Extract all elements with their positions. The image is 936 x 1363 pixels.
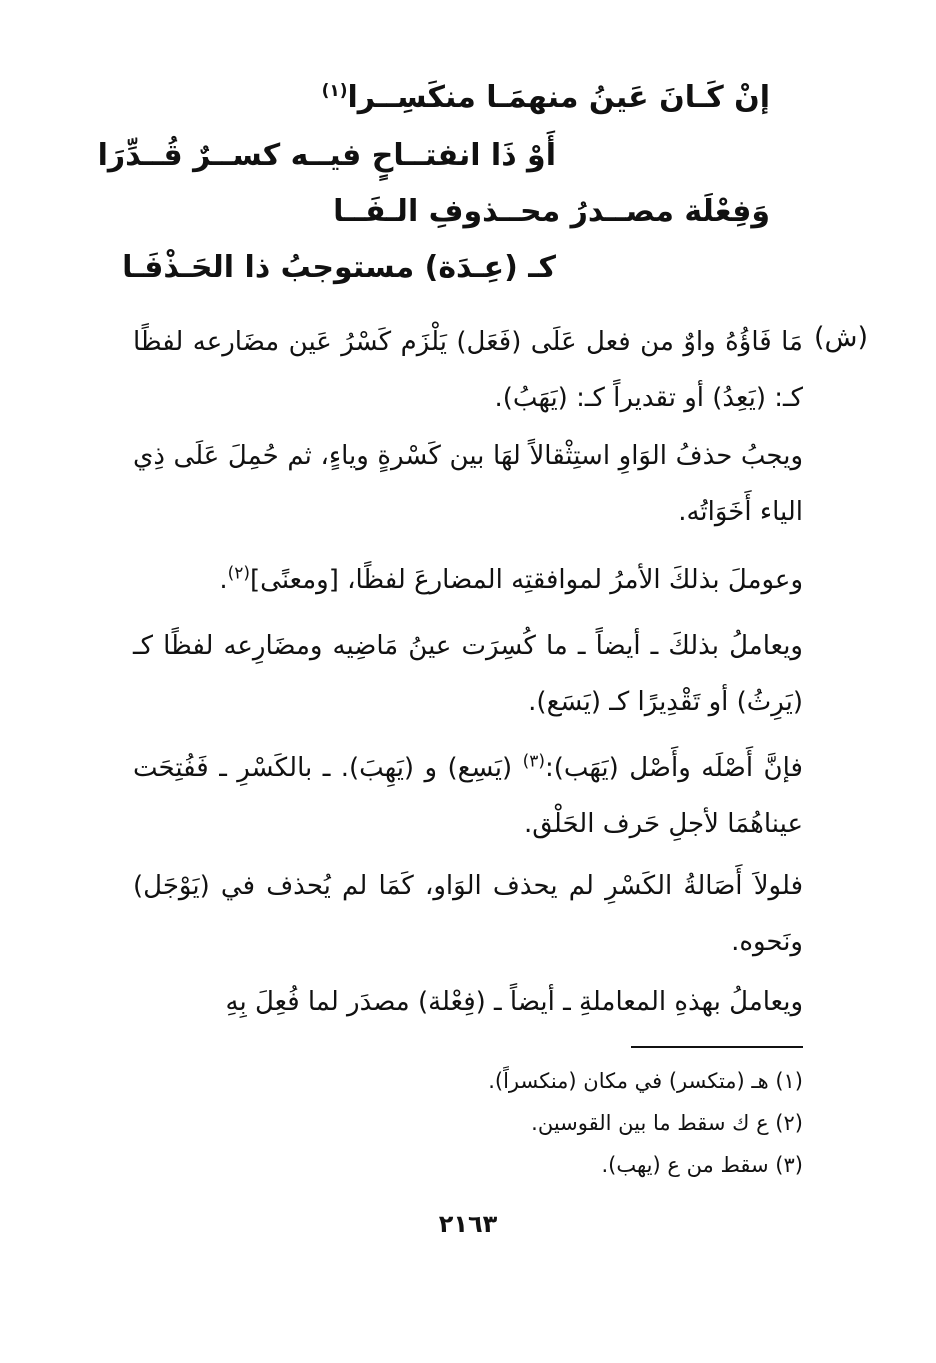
commentary-paragraph-7 xyxy=(133,974,803,1030)
paragraph-text: فإنَّ أَصْلَه وأَصْل (يَهَب): xyxy=(544,753,803,783)
footnote-3: (٣) سقط من ع (يهب). xyxy=(601,1153,803,1177)
paragraph-text: ويجبُ حذفُ الوَاوِ استِثْقالاً لهَا بين كَسْرةٍ وياءٍ، ثم حُمِلَ عَلَى ذِي الياء أَخَوَاتُه. xyxy=(133,441,803,527)
footnote-separator xyxy=(631,1046,803,1048)
footnote-marker: (٣) xyxy=(522,751,545,772)
verse-line-4 xyxy=(122,248,556,288)
paragraph-tail: . xyxy=(219,565,228,595)
verse-line-1 xyxy=(322,78,770,118)
commentary-label: (ش) xyxy=(813,322,868,353)
commentary-paragraph-3 xyxy=(133,552,803,608)
verse-text: أَوْ ذَا انفتــاحٍ فيــه كســرٌ قُــدِّرَا xyxy=(97,138,556,173)
commentary-paragraph-1 xyxy=(133,314,803,426)
footnote-1: (١) هـ (متكسر) في مكان (منكسراً). xyxy=(488,1069,803,1093)
footnote-marker: (١) xyxy=(321,81,348,101)
commentary-paragraph-6 xyxy=(133,858,803,970)
paragraph-text: مَا فَاؤُهُ واوٌ من فعل عَلَى (فَعَل) يَلْزَم كَسْرُ عَين مضَارعه لفظًا كـ: (يَعِدُ) أو تقديراً كـ: (يَهَبُ). xyxy=(133,327,803,413)
footnote-2: (٢) ع ك سقط ما بين القوسين. xyxy=(531,1111,803,1135)
footnote-marker: (٢) xyxy=(227,563,251,584)
commentary-paragraph-5 xyxy=(133,740,803,852)
paragraph-text: وعوملَ بذلكَ الأمرُ لموافقتِه المضارعَ لفظًا، [ومعنًى] xyxy=(250,565,803,595)
paragraph-text: ويعاملُ بهذهِ المعاملةِ ـ أيضاً ـ (فِعْلة) مصدَر لما فُعِلَ بِهِ xyxy=(225,987,803,1017)
page-number: ٢١٦٣ xyxy=(438,1210,498,1238)
commentary-paragraph-2 xyxy=(133,428,803,540)
verse-text: إنْ كَـانَ عَينُ منهمَـا منكَسِــرا xyxy=(347,80,770,115)
paragraph-text: ويعاملُ بذلكَ ـ أيضاً ـ ما كُسِرَت عينُ مَاضِيه ومضَارِعه لفظًا كـ (يَرِثُ) أو تَقْدِيرًا كـ (يَسَع). xyxy=(133,631,803,717)
verse-text: وَفِعْلَة مصــدرُ محــذوفِ الـفَــا xyxy=(333,194,770,229)
paragraph-text: فلولاَ أَصَالةُ الكَسْرِ لم يحذف الوَاو، كَمَا لم يُحذف في (يَوْجَل) ونَحوه. xyxy=(133,871,803,957)
commentary-paragraph-4 xyxy=(133,618,803,730)
verse-line-2 xyxy=(98,136,556,176)
paragraph-tail: (يَسِع) و (يَهِبَ). ـ بالكَسْرِ ـ فَفُتِحَت عيناهُمَا لأجلِ حَرف الحَلْق. xyxy=(133,753,803,839)
verse-line-3 xyxy=(333,192,770,232)
verse-text: كـ (عِـدَة) مستوجبُ ذا الحَـذْفَـا xyxy=(122,250,556,285)
